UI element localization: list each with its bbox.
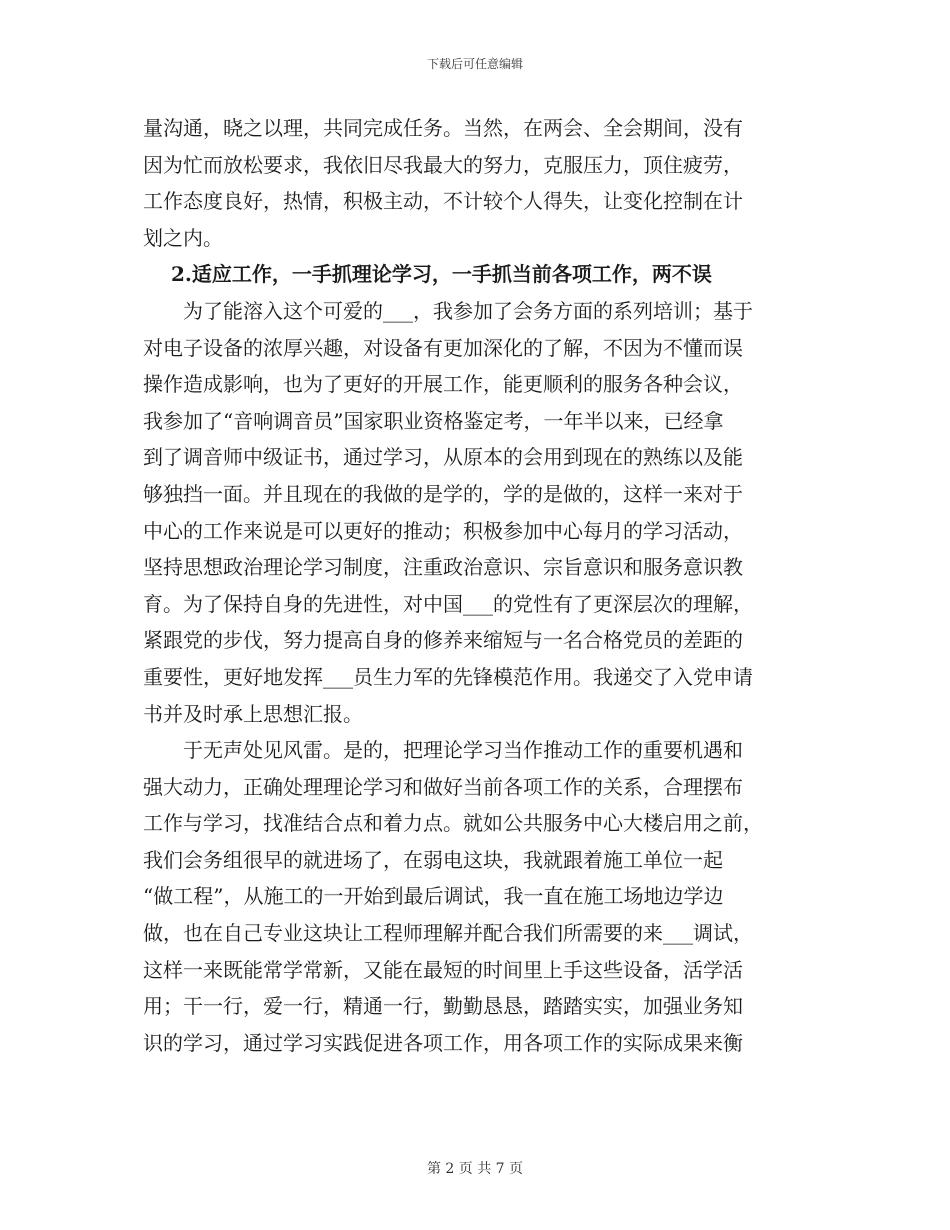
body-line: 坚持思想政治理论学习制度，注重政治意识、宗旨意识和服务意识教: [143, 555, 743, 580]
body-line: 因为忙而放松要求，我依旧尽我最大的努力，克服压力，顶住疲劳，: [143, 152, 743, 177]
document-body: [143, 110, 813, 1061]
body-line: 划之内。: [143, 225, 223, 250]
body-line: “做工程”，从施工的一开始到最后调试，我一直在施工场地边学边: [143, 884, 724, 909]
page-header: 下载后可任意编辑: [426, 57, 523, 71]
body-line: 工作与学习，找准结合点和着力点。就如公共服务中心大楼启用之前，: [143, 811, 763, 836]
body-line: 我们会务组很早的就进场了，在弱电这块，我就跟着施工单位一起: [143, 847, 723, 872]
body-line: 中心的工作来说是可以更好的推动；积极参加中心每月的学习活动，: [143, 518, 743, 543]
body-line: 育。为了保持自身的先进性，对中国___的党性有了更深层次的理解，: [143, 591, 753, 616]
body-line: 紧跟党的步伐，努力提高自身的修养来缩短与一名合格党员的差距的: [143, 628, 743, 653]
page-footer: 第 2 页 共 7 页: [426, 1161, 524, 1177]
body-line: 操作造成影响，也为了更好的开展工作，能更顺利的服务各种会议，: [143, 372, 743, 397]
body-line: 到了调音师中级证书，通过学习，从原本的会用到现在的熟练以及能: [143, 445, 743, 470]
body-line: 我参加了“音响调音员”国家职业资格鉴定考，一年半以来，已经拿: [143, 408, 724, 433]
body-line: 识的学习，通过学习实践促进各项工作，用各项工作的实际成果来衡: [143, 1030, 743, 1055]
section-heading: 2.适应工作，一手抓理论学习，一手抓当前各项工作，两不误: [171, 262, 712, 287]
body-line: 这样一来既能常学常新，又能在最短的时间里上手这些设备，活学活: [143, 957, 743, 982]
body-line: 强大动力，正确处理理论学习和做好当前各项工作的关系，合理摆布: [143, 774, 743, 799]
paragraph-first-line: 为了能溶入这个可爱的___，我参加了会务方面的系列培训；基于: [183, 298, 753, 323]
body-line: 做，也在自己专业这块让工程师理解并配合我们所需要的来___调试，: [143, 921, 753, 946]
paragraph-first-line: 于无声处见风雷。是的，把理论学习当作推动工作的重要机遇和: [183, 738, 743, 763]
body-line: 够独挡一面。并且现在的我做的是学的，学的是做的，这样一来对于: [143, 481, 743, 506]
body-line: 重要性，更好地发挥___员生力军的先锋模范作用。我递交了入党申请: [143, 664, 753, 689]
body-line: 对电子设备的浓厚兴趣，对设备有更加深化的了解，不因为不懂而误: [143, 335, 743, 360]
body-line: 书并及时承上思想汇报。: [143, 701, 363, 726]
body-line: 工作态度良好，热情，积极主动，不计较个人得失，让变化控制在计: [143, 189, 743, 214]
body-line: 用；干一行，爱一行，精通一行，勤勤恳恳，踏踏实实，加强业务知: [143, 994, 743, 1019]
body-line: 量沟通，晓之以理，共同完成任务。当然，在两会、全会期间，没有: [143, 116, 743, 140]
